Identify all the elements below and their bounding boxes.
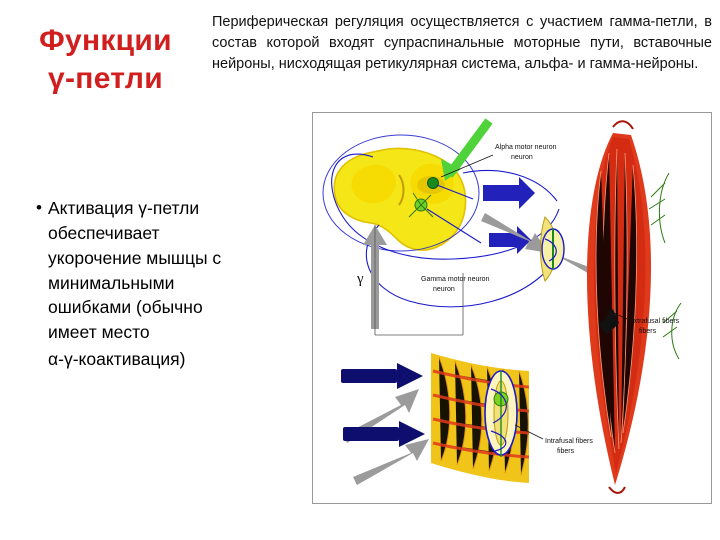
efferent-blue-arrows [483, 177, 535, 254]
black-input-arrows [341, 363, 425, 447]
svg-text:neuron: neuron [511, 154, 533, 161]
label-extrafusal-fibers: Extrafusal fibers [629, 318, 680, 325]
page-title [8, 22, 203, 97]
gamma-loop-figure [312, 112, 712, 504]
label-gamma-motor-neuron: Gamma motor neuron [421, 276, 490, 283]
muscle-spindle-upper [541, 217, 565, 281]
muscle-spindle-lower [485, 371, 517, 457]
bullet-list [30, 196, 255, 372]
label-intrafusal-fibers: Intrafusal fibers [545, 438, 593, 445]
svg-text:fibers: fibers [639, 328, 657, 335]
bullet-marker-icon: • [36, 198, 42, 217]
list-item [30, 196, 255, 345]
page-title-line2: γ-петли [48, 61, 163, 95]
list-item-text: Активация γ-петли обеспечивает укорочение мышцы с минимальными ошибками (обычно имеет место [48, 198, 222, 343]
label-alpha-motor-neuron: Alpha motor neuron [495, 144, 557, 151]
svg-text:fibers: fibers [557, 448, 575, 455]
gamma-symbol-label: γ [357, 271, 364, 287]
green-input-arrow [441, 121, 489, 181]
svg-text:neuron: neuron [433, 286, 455, 293]
intro-paragraph: Периферическая регуляция осуществляется с участием гамма-петли, в состав которой входят супраспинальные моторные пути, вставочные нейроны, нисходящая ретикулярная система, альфа- и гамма-нейроны. [212, 14, 712, 73]
list-item-text-tail: α-γ-коактивация) [48, 349, 186, 370]
page-title-line1: Функции [39, 24, 172, 57]
muscle-belly [587, 121, 651, 493]
